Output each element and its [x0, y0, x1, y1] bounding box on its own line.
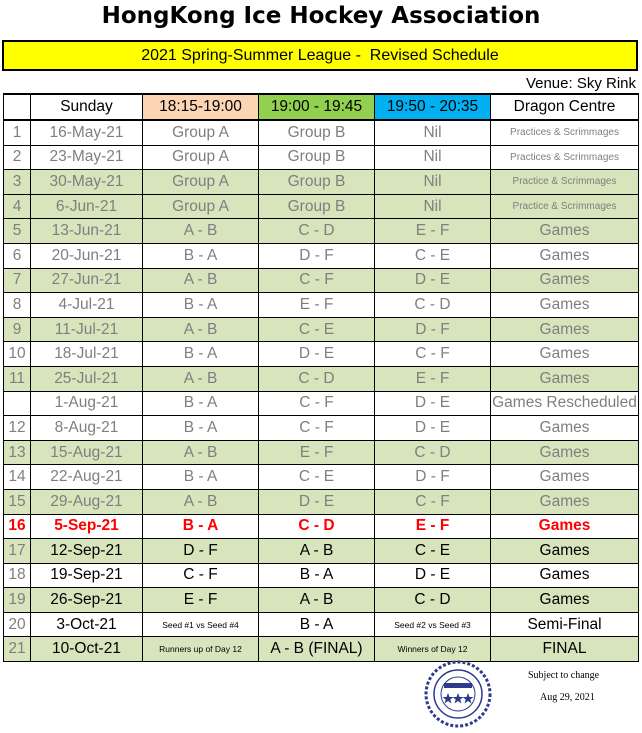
row-venue-activity: Games	[491, 342, 639, 367]
row-slot-1: A - B	[143, 489, 259, 514]
row-slot-3: C - D	[375, 440, 491, 465]
row-venue-activity: Games	[491, 465, 639, 490]
row-slot-3: C - F	[375, 489, 491, 514]
row-number: 13	[4, 440, 31, 465]
row-slot-2: B - A	[259, 563, 375, 588]
row-slot-3: C - E	[375, 539, 491, 564]
schedule-banner: 2021 Spring-Summer League - Revised Schedule	[2, 40, 638, 71]
header-number	[4, 94, 31, 120]
subject-to-change-note: Subject to change	[528, 670, 600, 681]
table-row	[4, 293, 639, 318]
row-number: 14	[4, 465, 31, 490]
row-slot-2: A - B	[259, 588, 375, 613]
row-slot-3: D - E	[375, 268, 491, 293]
table-row	[4, 637, 639, 662]
row-slot-1: B - A	[143, 514, 259, 539]
row-date: 10-Oct-21	[31, 637, 143, 662]
row-venue-activity: FINAL	[491, 637, 639, 662]
row-slot-2: Group B	[259, 194, 375, 219]
row-number: 20	[4, 612, 31, 637]
row-venue-activity: Semi-Final	[491, 612, 639, 637]
row-number: 5	[4, 219, 31, 244]
row-date: 23-May-21	[31, 145, 143, 170]
row-date: 29-Aug-21	[31, 489, 143, 514]
table-row	[4, 612, 639, 637]
row-slot-3: Seed #2 vs Seed #3	[375, 612, 491, 637]
row-slot-2: E - F	[259, 293, 375, 318]
row-venue-activity: Games	[491, 317, 639, 342]
row-slot-1: C - F	[143, 563, 259, 588]
row-slot-2: C - F	[259, 268, 375, 293]
row-date: 26-Sep-21	[31, 588, 143, 613]
row-number: 21	[4, 637, 31, 662]
row-slot-1: Group A	[143, 145, 259, 170]
row-slot-2: D - F	[259, 243, 375, 268]
row-number: 1	[4, 120, 31, 145]
row-slot-3: D - F	[375, 465, 491, 490]
row-slot-3: C - D	[375, 588, 491, 613]
row-slot-1: B - A	[143, 293, 259, 318]
row-number: 7	[4, 268, 31, 293]
row-date: 5-Sep-21	[31, 514, 143, 539]
header-slot-1: 18:15-19:00	[143, 94, 259, 120]
row-slot-3: C - E	[375, 243, 491, 268]
row-slot-1: B - A	[143, 391, 259, 416]
row-slot-1: A - B	[143, 219, 259, 244]
row-slot-3: E - F	[375, 219, 491, 244]
row-number: 18	[4, 563, 31, 588]
table-row	[4, 391, 639, 416]
row-venue-activity: Games	[491, 539, 639, 564]
row-venue-activity: Practice & Scrimmages	[491, 170, 639, 195]
revision-date-note: Aug 29, 2021	[540, 692, 595, 703]
row-slot-2: A - B (FINAL)	[259, 637, 375, 662]
table-row	[4, 539, 639, 564]
row-slot-3: Nil	[375, 120, 491, 145]
row-slot-1: Group A	[143, 194, 259, 219]
table-row	[4, 440, 639, 465]
row-number: 2	[4, 145, 31, 170]
row-date: 4-Jul-21	[31, 293, 143, 318]
row-slot-1: B - A	[143, 465, 259, 490]
row-venue-activity: Games	[491, 440, 639, 465]
table-row	[4, 342, 639, 367]
row-venue-activity: Games	[491, 293, 639, 318]
row-number: 9	[4, 317, 31, 342]
row-slot-3: E - F	[375, 366, 491, 391]
header-slot-2: 19:00 - 19:45	[259, 94, 375, 120]
row-slot-3: Nil	[375, 194, 491, 219]
row-slot-2: E - F	[259, 440, 375, 465]
row-number: 12	[4, 416, 31, 441]
table-row	[4, 366, 639, 391]
row-date: 11-Jul-21	[31, 317, 143, 342]
row-slot-3: Winners of Day 12	[375, 637, 491, 662]
table-row	[4, 120, 639, 145]
association-seal-icon	[424, 660, 492, 728]
row-date: 27-Jun-21	[31, 268, 143, 293]
row-number	[4, 391, 31, 416]
row-slot-1: E - F	[143, 588, 259, 613]
row-date: 25-Jul-21	[31, 366, 143, 391]
row-number: 6	[4, 243, 31, 268]
header-day: Sunday	[31, 94, 143, 120]
table-row	[4, 170, 639, 195]
row-slot-1: B - A	[143, 416, 259, 441]
row-slot-3: D - E	[375, 416, 491, 441]
row-number: 8	[4, 293, 31, 318]
row-date: 8-Aug-21	[31, 416, 143, 441]
row-slot-2: C - D	[259, 366, 375, 391]
row-number: 16	[4, 514, 31, 539]
row-slot-3: D - F	[375, 317, 491, 342]
row-venue-activity: Games Rescheduled	[491, 391, 639, 416]
row-venue-activity: Games	[491, 366, 639, 391]
table-row	[4, 219, 639, 244]
row-slot-1: Runners up of Day 12	[143, 637, 259, 662]
table-header-row	[4, 94, 639, 120]
page-title: HongKong Ice Hockey Association	[101, 3, 541, 29]
row-slot-2: C - E	[259, 465, 375, 490]
row-date: 19-Sep-21	[31, 563, 143, 588]
table-row	[4, 194, 639, 219]
row-slot-1: B - A	[143, 342, 259, 367]
row-date: 16-May-21	[31, 120, 143, 145]
header-venue: Dragon Centre	[491, 94, 639, 120]
row-slot-2: Group B	[259, 170, 375, 195]
table-row	[4, 588, 639, 613]
row-date: 20-Jun-21	[31, 243, 143, 268]
row-slot-1: B - A	[143, 243, 259, 268]
row-slot-1: A - B	[143, 268, 259, 293]
row-venue-activity: Games	[491, 268, 639, 293]
row-date: 12-Sep-21	[31, 539, 143, 564]
row-slot-1: Group A	[143, 120, 259, 145]
row-slot-2: D - E	[259, 489, 375, 514]
row-date: 13-Jun-21	[31, 219, 143, 244]
table-row	[4, 465, 639, 490]
row-number: 3	[4, 170, 31, 195]
row-slot-2: A - B	[259, 539, 375, 564]
row-slot-3: Nil	[375, 170, 491, 195]
row-date: 1-Aug-21	[31, 391, 143, 416]
row-slot-2: B - A	[259, 612, 375, 637]
row-date: 30-May-21	[31, 170, 143, 195]
row-venue-activity: Practice & Scrimmages	[491, 194, 639, 219]
row-slot-2: C - F	[259, 416, 375, 441]
row-slot-2: Group B	[259, 145, 375, 170]
row-number: 19	[4, 588, 31, 613]
row-slot-3: C - D	[375, 293, 491, 318]
row-slot-1: A - B	[143, 440, 259, 465]
row-number: 15	[4, 489, 31, 514]
row-number: 17	[4, 539, 31, 564]
row-date: 6-Jun-21	[31, 194, 143, 219]
row-slot-2: C - D	[259, 219, 375, 244]
row-venue-activity: Games	[491, 219, 639, 244]
row-date: 3-Oct-21	[31, 612, 143, 637]
row-slot-2: C - E	[259, 317, 375, 342]
row-date: 22-Aug-21	[31, 465, 143, 490]
row-date: 18-Jul-21	[31, 342, 143, 367]
row-slot-2: D - E	[259, 342, 375, 367]
row-number: 4	[4, 194, 31, 219]
row-date: 15-Aug-21	[31, 440, 143, 465]
row-number: 11	[4, 366, 31, 391]
row-venue-activity: Games	[491, 416, 639, 441]
row-slot-2: C - D	[259, 514, 375, 539]
row-venue-activity: Games	[491, 243, 639, 268]
schedule-table	[3, 93, 639, 662]
row-number: 10	[4, 342, 31, 367]
row-venue-activity: Games	[491, 514, 639, 539]
row-venue-activity: Games	[491, 588, 639, 613]
row-slot-2: Group B	[259, 120, 375, 145]
row-slot-2: C - F	[259, 391, 375, 416]
row-slot-3: D - E	[375, 563, 491, 588]
row-slot-1: D - F	[143, 539, 259, 564]
venue-label: Venue: Sky Rink	[525, 75, 636, 92]
row-venue-activity: Games	[491, 489, 639, 514]
row-slot-1: Group A	[143, 170, 259, 195]
row-venue-activity: Practices & Scrimmages	[491, 120, 639, 145]
row-venue-activity: Practices & Scrimmages	[491, 145, 639, 170]
header-slot-3: 19:50 - 20:35	[375, 94, 491, 120]
table-row	[4, 268, 639, 293]
table-row	[4, 489, 639, 514]
table-row	[4, 416, 639, 441]
table-row	[4, 563, 639, 588]
table-row	[4, 317, 639, 342]
row-slot-1: A - B	[143, 317, 259, 342]
table-row	[4, 145, 639, 170]
row-slot-3: Nil	[375, 145, 491, 170]
row-slot-3: E - F	[375, 514, 491, 539]
row-slot-1: A - B	[143, 366, 259, 391]
row-slot-3: C - F	[375, 342, 491, 367]
row-venue-activity: Games	[491, 563, 639, 588]
row-slot-3: D - E	[375, 391, 491, 416]
row-slot-1: Seed #1 vs Seed #4	[143, 612, 259, 637]
table-row	[4, 243, 639, 268]
table-row	[4, 514, 639, 539]
